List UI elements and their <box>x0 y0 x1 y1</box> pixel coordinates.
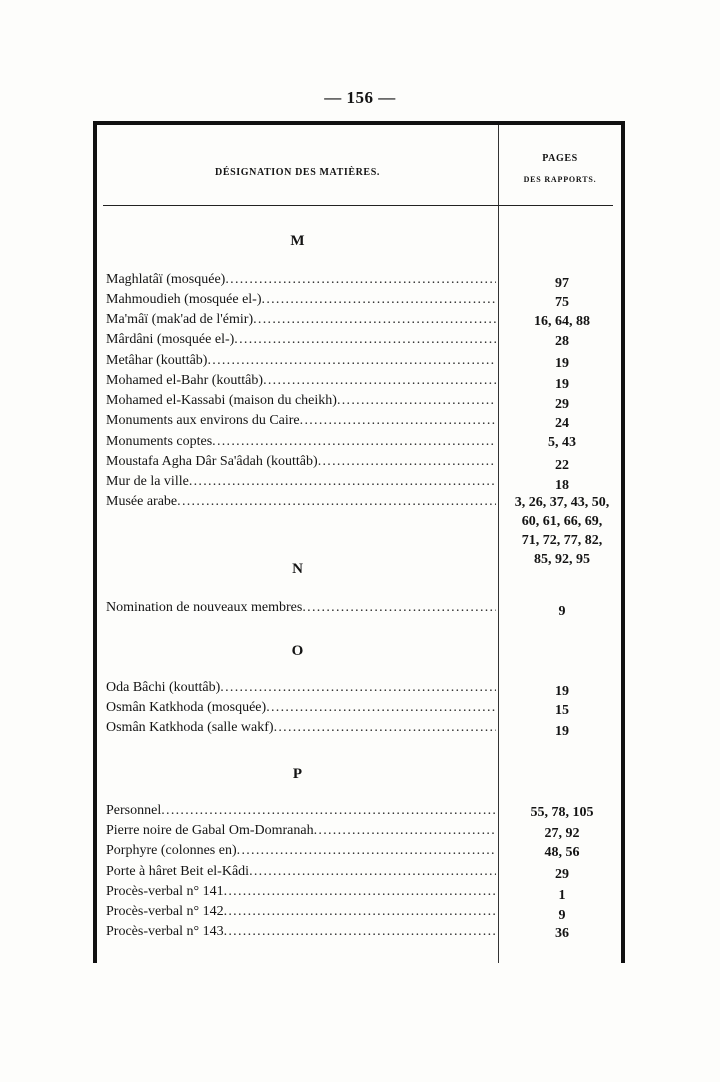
section-letter-p: P <box>292 766 303 782</box>
entry-title: Monuments aux environs du Caire <box>106 413 300 428</box>
index-entry <box>106 821 496 841</box>
entry-pages: 36 <box>555 926 569 941</box>
entry-title: Porphyre (colonnes en) <box>106 843 237 858</box>
entry-title: Procès-verbal n° 142 <box>106 904 224 919</box>
entry-title: Personnel <box>106 803 162 818</box>
entry-pages-line: 71, 72, 77, 82, <box>521 533 603 548</box>
entry-pages: 22 <box>555 458 569 473</box>
entry-title: Monuments coptes <box>106 434 213 449</box>
entry-pages: 55, 78, 105 <box>530 805 594 820</box>
entry-title: Porte à hâret Beit el-Kâdi <box>106 864 250 879</box>
entry-pages-line: 60, 61, 66, 69, <box>521 514 603 529</box>
entry-title: Metâhar (kouttâb) <box>106 353 208 368</box>
entry-title: Mohamed el-Bahr (kouttâb) <box>106 373 264 388</box>
entry-pages: 15 <box>555 703 569 718</box>
entry-pages: 1 <box>558 888 566 903</box>
entry-title: Mohamed el-Kassabi (maison du cheikh) <box>106 393 337 408</box>
entry-pages: 24 <box>555 416 569 431</box>
index-entry <box>106 902 496 922</box>
index-entry <box>106 598 496 618</box>
entry-title: Maghlatâï (mosquée) <box>106 272 226 287</box>
entry-title: Ma'mâï (mak'ad de l'émir) <box>106 312 254 327</box>
entry-title: Nomination de nouveaux membres <box>106 600 303 615</box>
entry-pages: 29 <box>555 867 569 882</box>
index-table <box>93 121 625 963</box>
section-letter-o: O <box>291 643 304 659</box>
entry-pages: 97 <box>555 276 569 291</box>
index-entry <box>106 882 496 902</box>
index-entry <box>106 452 496 472</box>
entry-title: Osmân Katkhoda (mosquée) <box>106 700 267 715</box>
page-number: — 156 — <box>324 88 396 107</box>
index-entry <box>106 371 496 391</box>
section-letter-m: M <box>290 233 305 249</box>
index-entry <box>106 492 496 512</box>
entry-pages: 19 <box>555 356 569 371</box>
index-entry <box>106 841 496 861</box>
index-entry <box>106 411 496 431</box>
entry-pages-line: 85, 92, 95 <box>534 552 590 567</box>
index-entry <box>106 432 496 452</box>
entry-pages: 19 <box>555 724 569 739</box>
entry-pages: 27, 92 <box>544 826 580 841</box>
entry-title: Mârdâni (mosquée el-) <box>106 332 235 347</box>
index-entry <box>106 698 496 718</box>
entry-pages <box>499 493 625 569</box>
index-entry <box>106 351 496 371</box>
entry-title: Musée arabe <box>106 494 178 509</box>
entry-pages: 5, 43 <box>548 435 576 450</box>
entry-title: Osmân Katkhoda (salle wakf) <box>106 720 274 735</box>
index-entry <box>106 922 496 942</box>
index-entry <box>106 472 496 492</box>
entry-title: Moustafa Agha Dâr Sa'âdah (kouttâb) <box>106 454 318 469</box>
entry-title: Pierre noire de Gabal Om-Domranah <box>106 823 314 838</box>
entry-title: Procès-verbal n° 141 <box>106 884 224 899</box>
index-entry <box>106 801 496 821</box>
header-des-rapports: DES RAPPORTS. <box>523 175 597 184</box>
entry-title: Mur de la ville <box>106 474 189 489</box>
entry-pages: 19 <box>555 377 569 392</box>
header-designation: DÉSIGNATION DES MATIÈRES. <box>215 167 380 178</box>
entry-pages: 9 <box>558 908 566 923</box>
entry-title: Procès-verbal n° 143 <box>106 924 224 939</box>
entry-pages: 16, 64, 88 <box>534 314 590 329</box>
entry-pages: 75 <box>555 295 569 310</box>
entry-title: Oda Bâchi (kouttâb) <box>106 680 221 695</box>
entry-pages: 18 <box>555 478 569 493</box>
index-entry <box>106 310 496 330</box>
index-entry <box>106 678 496 698</box>
index-entry <box>106 862 496 882</box>
section-letter-n: N <box>292 561 303 577</box>
index-entry <box>106 270 496 290</box>
entry-pages: 28 <box>555 334 569 349</box>
entry-pages: 48, 56 <box>544 845 580 860</box>
header-rule <box>103 205 613 206</box>
index-entry <box>106 391 496 411</box>
entry-pages: 29 <box>555 397 569 412</box>
entry-title: Mahmoudieh (mosquée el-) <box>106 292 262 307</box>
index-entry <box>106 290 496 310</box>
index-entry <box>106 330 496 350</box>
entry-pages: 19 <box>555 684 569 699</box>
entry-pages: 9 <box>558 604 566 619</box>
index-entry <box>106 718 496 738</box>
entry-pages-line: 3, 26, 37, 43, 50, <box>514 495 610 510</box>
header-pages: PAGES <box>542 153 578 164</box>
